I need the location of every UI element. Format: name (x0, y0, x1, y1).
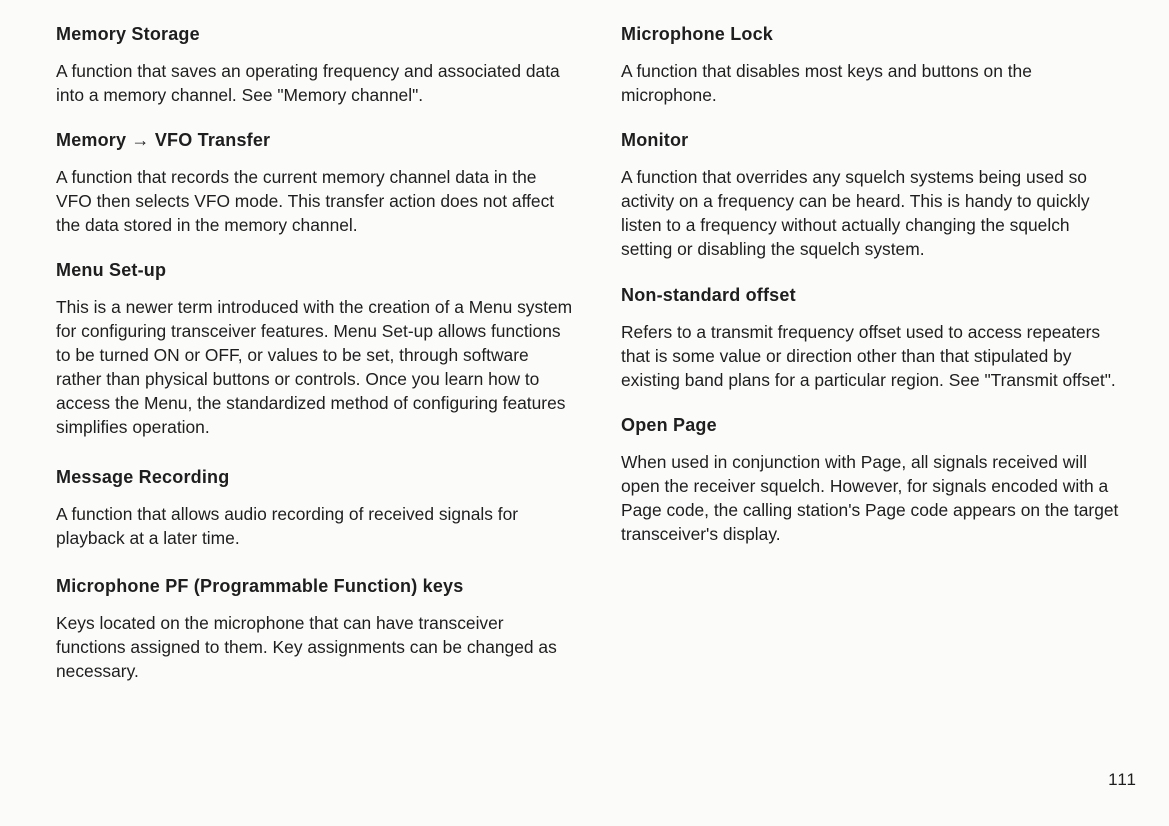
term-definition: A function that disables most keys and buttons on the microphone. (621, 61, 1032, 105)
right-column (621, 22, 1121, 546)
glossary-entry-menu-setup (56, 258, 576, 439)
glossary-entry-open-page (621, 413, 1121, 546)
term-definition: A function that overrides any squelch systems being used so activity on a frequency can be heard. This is handy to quickly listen to a frequency without actually changing the squelch setting or disabling the squelch system. (621, 167, 1090, 259)
term-heading: Monitor (621, 130, 689, 150)
glossary-entry-microphone-lock (621, 22, 1121, 107)
page-number: 111 (1108, 770, 1137, 789)
term-definition: When used in conjunction with Page, all signals received will open the receiver squelch. However, for signals encoded with a Page code, the calling station's Page code appears on the target transceiver's display. (621, 452, 1119, 544)
glossary-entry-memory-storage (56, 22, 576, 107)
term-definition: This is a newer term introduced with the creation of a Menu system for configuring transceiver features. Menu Set-up allows functions to be turned ON or OFF, or values to be set, through software rather than physical buttons or controls. Once you learn how to access the Menu, the standardized method of configuring features simplifies operation. (56, 297, 573, 437)
glossary-entry-monitor (621, 128, 1121, 261)
glossary-entry-message-recording (56, 465, 576, 550)
term-heading: Microphone Lock (621, 24, 774, 44)
glossary-entry-microphone-pf-keys (56, 574, 576, 683)
term-definition: A function that saves an operating frequency and associated data into a memory channel. See "Memory channel". (56, 61, 560, 105)
left-column (56, 22, 576, 683)
term-heading: Menu Set-up (56, 260, 167, 280)
term-definition: A function that records the current memory channel data in the VFO then selects VFO mode. This transfer action does not affect the data stored in the memory channel. (56, 167, 555, 235)
glossary-entry-non-standard-offset (621, 283, 1121, 392)
glossary-entry-memory-vfo-transfer (56, 128, 576, 237)
term-heading: Memory → VFO Transfer (56, 130, 271, 150)
term-heading: Microphone PF (Programmable Function) keys (56, 576, 464, 596)
term-definition: Keys located on the microphone that can have transceiver functions assigned to them. Key assignments can be changed as necessary. (56, 613, 557, 681)
term-definition: Refers to a transmit frequency offset used to access repeaters that is some value or direction other than that stipulated by existing band plans for a particular region. See "Transmit offset". (621, 322, 1116, 390)
term-definition: A function that allows audio recording of received signals for playback at a later time. (56, 504, 519, 548)
term-heading: Open Page (621, 415, 717, 435)
term-heading: Non-standard offset (621, 285, 796, 305)
term-heading: Memory Storage (56, 24, 200, 44)
term-heading: Message Recording (56, 467, 230, 487)
